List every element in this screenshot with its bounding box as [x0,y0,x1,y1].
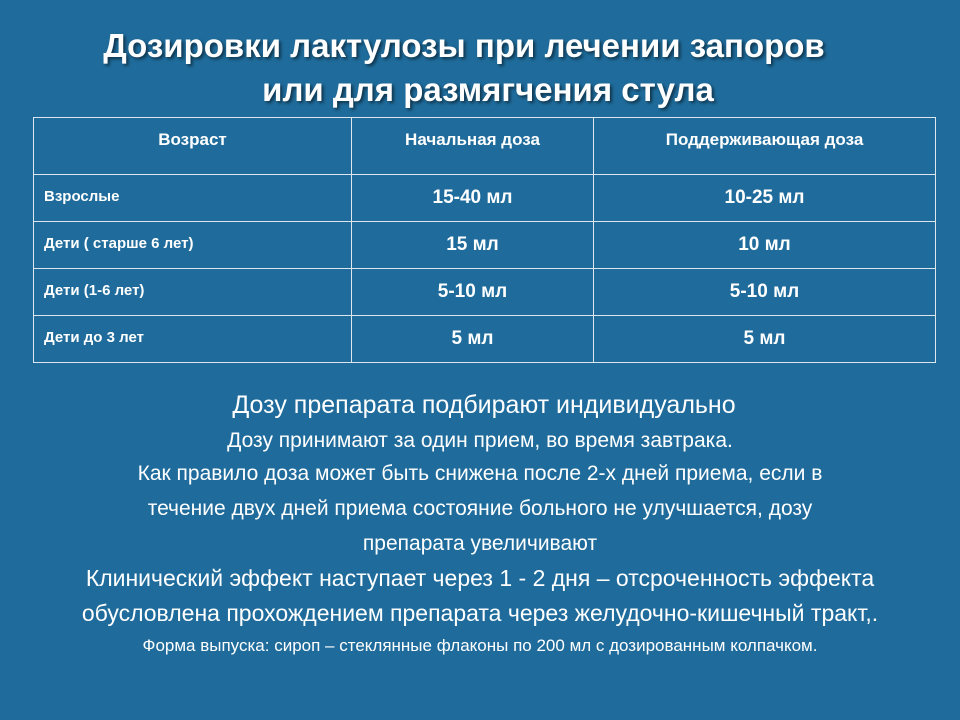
slide-title [0,24,960,112]
initial-dose-cell: 15 мл [352,222,594,269]
header-maintenance-dose: Поддерживающая доза [594,118,936,175]
note-effect-line-2: обусловлена прохождением препарата через желудочно-кишечный тракт,. [81,600,879,626]
table-header-row [34,118,936,175]
table-row [34,175,936,222]
title-line-1: Дозировки лактулозы при лечении запоров [103,27,825,64]
age-cell: Дети до 3 лет [34,316,352,363]
maintenance-dose-cell: 10-25 мл [594,175,936,222]
note-individual-dose: Дозу препарата подбирают индивидуально [232,391,736,419]
initial-dose-cell: 5 мл [352,316,594,363]
title-line-2: или для размягчения стула [262,71,714,108]
note-release-form: Форма выпуска: сироп – стеклянные флаконы по 200 мл с дозированным колпачком. [142,636,818,655]
age-cell: Дети (1-6 лет) [34,269,352,316]
table-row [34,316,936,363]
notes-block [0,384,960,661]
table-row [34,222,936,269]
maintenance-dose-cell: 5 мл [594,316,936,363]
maintenance-dose-cell: 10 мл [594,222,936,269]
note-reduce-line-1: Как правило доза может быть снижена после 2-х дней приема, если в [137,462,823,485]
note-breakfast: Дозу принимают за один прием, во время завтрака. [227,429,733,452]
note-reduce-line-2: течение двух дней приема состояние больного не улучшается, дозу [147,497,813,520]
header-initial-dose: Начальная доза [352,118,594,175]
note-effect-line-1: Клинический эффект наступает через 1 - 2 дня – отсроченность эффекта [85,565,875,591]
age-cell: Взрослые [34,175,352,222]
dosage-table [33,117,936,363]
initial-dose-cell: 5-10 мл [352,269,594,316]
table-row [34,269,936,316]
maintenance-dose-cell: 5-10 мл [594,269,936,316]
age-cell: Дети ( старше 6 лет) [34,222,352,269]
initial-dose-cell: 15-40 мл [352,175,594,222]
note-reduce-line-3: препарата увеличивают [362,532,598,555]
header-age: Возраст [34,118,352,175]
